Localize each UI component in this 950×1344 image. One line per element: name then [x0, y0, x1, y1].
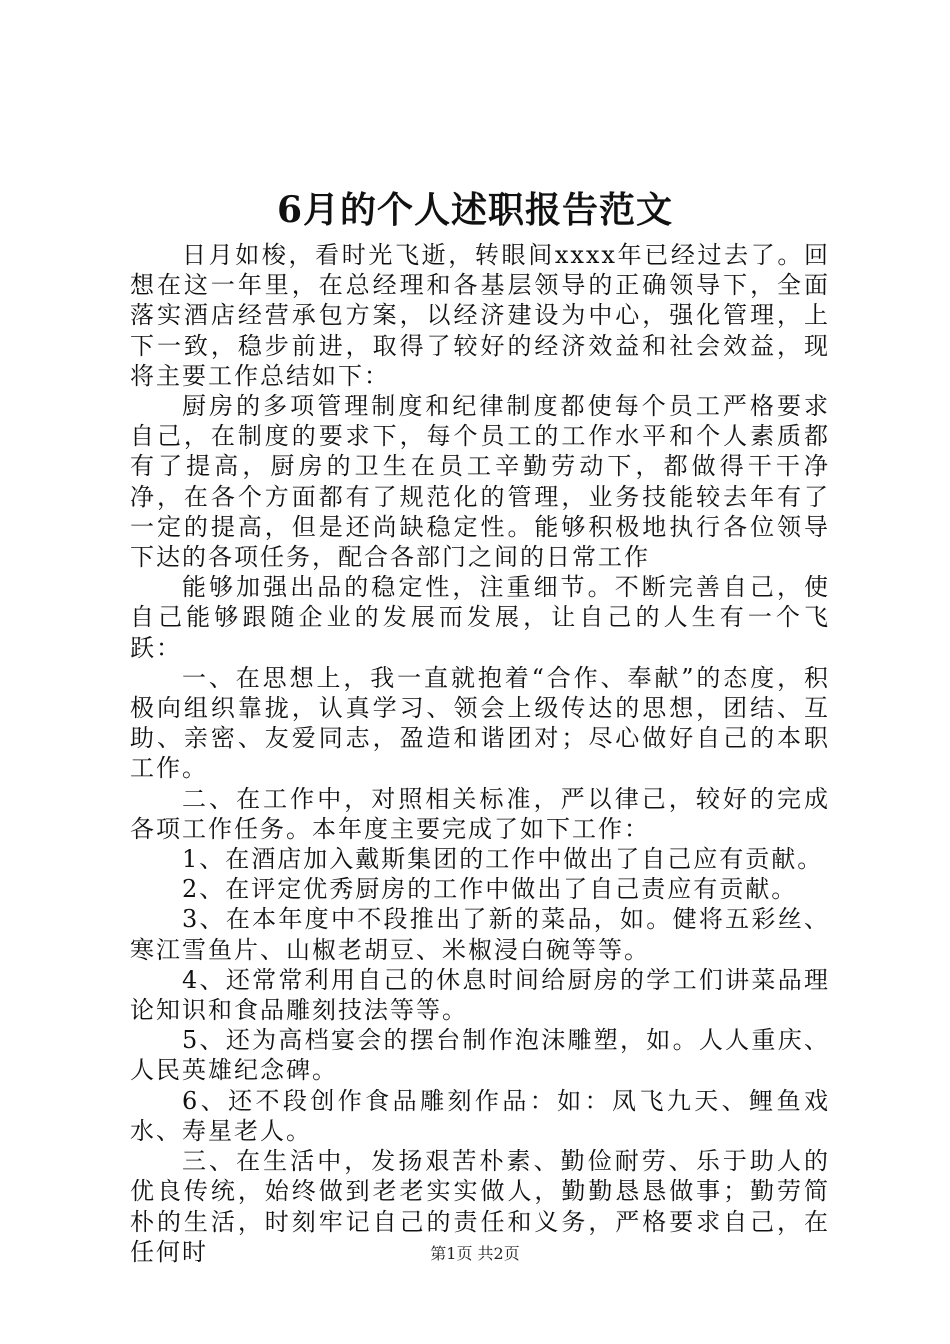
paragraph-intro: 日月如梭，看时光飞逝，转眼间xxxx年已经过去了。回想在这一年里，在总经理和各基层领导的正确领导下，全面落实酒店经营承包方案，以经济建设为中心，强化管理，上下一致，稳步前进，取得了较好的经济效益和社会效益，现将主要工作总结如下： — [130, 241, 830, 390]
paragraph-product-stability: 能够加强出品的稳定性，注重细节。不断完善自己，使自己能够跟随企业的发展而发展，让自己的人生有一个飞跃： — [130, 573, 830, 662]
document-body — [130, 240, 830, 1267]
paragraph-item-2: 2、在评定优秀厨房的工作中做出了自己责应有贡献。 — [182, 875, 798, 904]
paragraph-item-5: 5、还为高档宴会的摆台制作泡沫雕塑，如。人人重庆、人民英雄纪念碑。 — [130, 1026, 830, 1085]
paragraph-section-life: 三、在生活中，发扬艰苦朴素、勤俭耐劳、乐于助人的优良传统，始终做到老老实实做人，勤勤恳恳做事；勤劳简朴的生活，时刻牢记自己的责任和义务，严格要求自己，在任何时 — [130, 1147, 830, 1266]
paragraph-item-6: 6、还不段创作食品雕刻作品：如：凤飞九天、鲤鱼戏水、寿星老人。 — [130, 1086, 830, 1145]
paragraph-kitchen-management: 厨房的多项管理制度和纪律制度都使每个员工严格要求自己，在制度的要求下，每个员工的工作水平和个人素质都有了提高，厨房的卫生在员工辛勤劳动下，都做得干干净净，在各个方面都有了规范化的管理，业务技能较去年有了一定的提高，但是还尚缺稳定性。能够积极地执行各位领导下达的各项任务，配合各部门之间的日常工作 — [130, 392, 830, 572]
paragraph-section-thought: 一、在思想上，我一直就抱着“合作、奉献”的态度，积极向组织靠拢，认真学习、领会上级传达的思想，团结、互助、亲密、友爱同志，盈造和谐团对；尽心做好自己的本职工作。 — [130, 663, 830, 783]
paragraph-item-1: 1、在酒店加入戴斯集团的工作中做出了自己应有贡献。 — [182, 845, 824, 874]
paragraph-section-work: 二、在工作中，对照相关标准，严以律己，较好的完成各项工作任务。本年度主要完成了如下工作： — [130, 784, 830, 843]
paragraph-item-4: 4、还常常利用自己的休息时间给厨房的学工们讲菜品理论知识和食品雕刻技法等等。 — [130, 965, 830, 1025]
page-title: 6月的个人述职报告范文 — [276, 189, 674, 231]
paragraph-item-3: 3、在本年度中不段推出了新的菜品，如。健将五彩丝、寒江雪鱼片、山椒老胡豆、米椒浸白碗等等。 — [130, 905, 830, 964]
page-footer: 第1页 共2页 — [430, 1244, 520, 1263]
